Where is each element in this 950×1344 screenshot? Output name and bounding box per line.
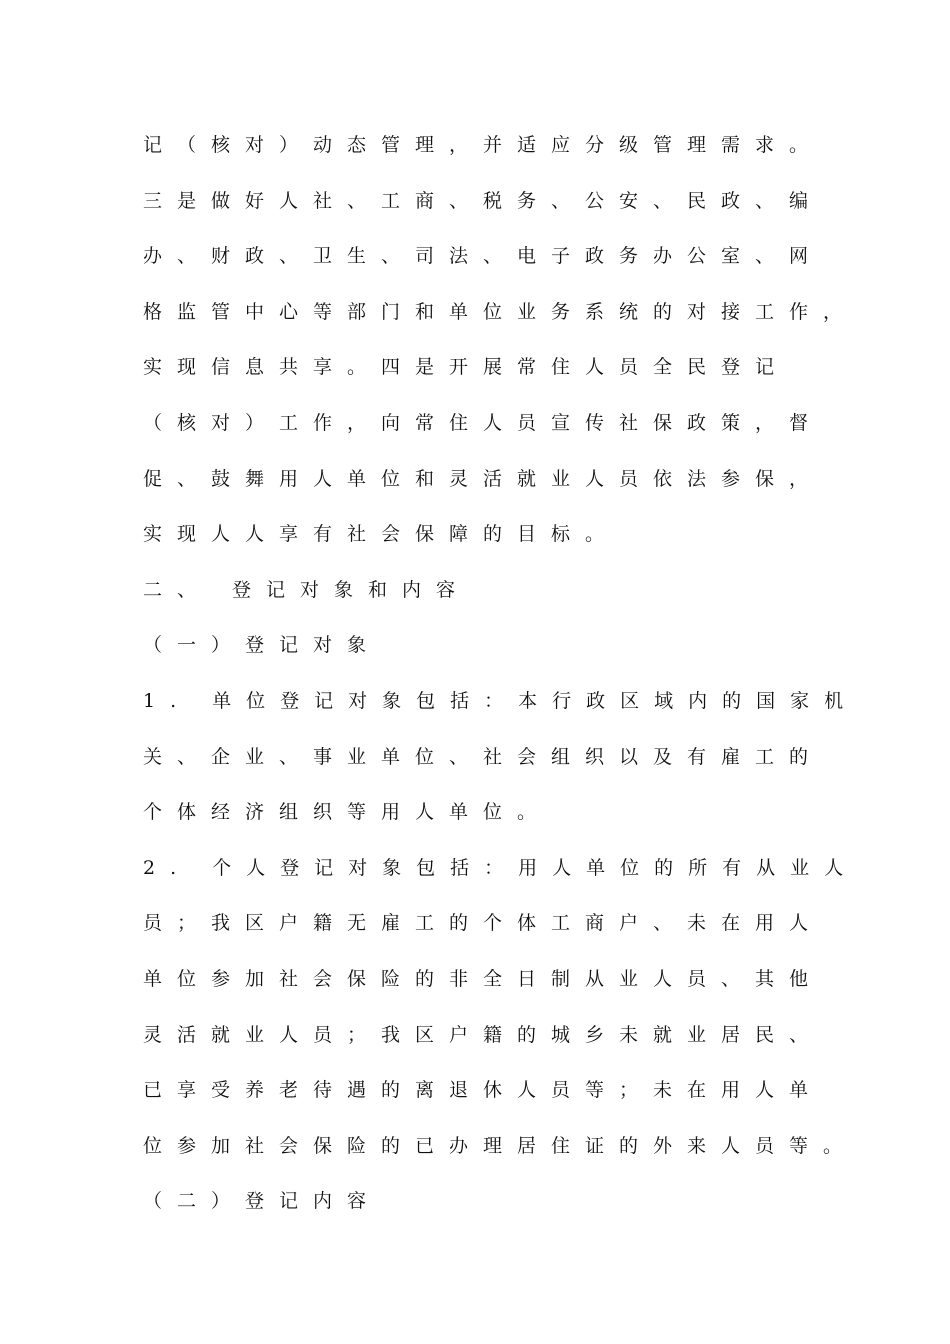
text-line: 单位参加社会保险的非全日制从业人员、其他: [143, 967, 824, 990]
section-heading: 二、 登记对象和内容: [143, 578, 471, 601]
text-line: 灵活就业人员；我区户籍的城乡未就业居民、: [143, 1023, 824, 1046]
text-line: 员；我区户籍无雇工的个体工商户、未在用人: [143, 912, 824, 935]
text-line: （核对）工作，向常住人员宣传社保政策，督: [143, 411, 824, 434]
subsection-heading: （二）登记内容: [143, 1190, 382, 1213]
text-line: 促、鼓舞用人单位和灵活就业人员依法参保，: [143, 467, 824, 490]
text-line: 记（核对）动态管理，并适应分级管理需求。: [143, 134, 824, 156]
text-line: 1. 单位登记对象包括：本行政区域内的国家机: [143, 689, 859, 712]
text-line: 格监管中心等部门和单位业务系统的对接工作，: [143, 300, 858, 323]
text-line: 关、企业、事业单位、社会组织以及有雇工的: [143, 745, 824, 768]
text-line: 2. 个人登记对象包括：用人单位的所有从业人: [143, 856, 859, 879]
text-line: 位参加社会保险的已办理居住证的外来人员等。: [143, 1134, 858, 1157]
text-line: 实现信息共享。四是开展常住人员全民登记: [143, 356, 790, 379]
text-line: 已享受养老待遇的离退休人员等；未在用人单: [143, 1079, 824, 1102]
document-body: [143, 125, 859, 1237]
text-line: 办、财政、卫生、司法、电子政务办公室、网: [143, 245, 824, 268]
text-line: 三是做好人社、工商、税务、公安、民政、编: [143, 189, 824, 212]
text-line: 实现人人享有社会保障的目标。: [143, 523, 620, 546]
text-line: 个体经济组织等用人单位。: [143, 801, 552, 824]
subsection-heading: （一）登记对象: [143, 634, 382, 657]
